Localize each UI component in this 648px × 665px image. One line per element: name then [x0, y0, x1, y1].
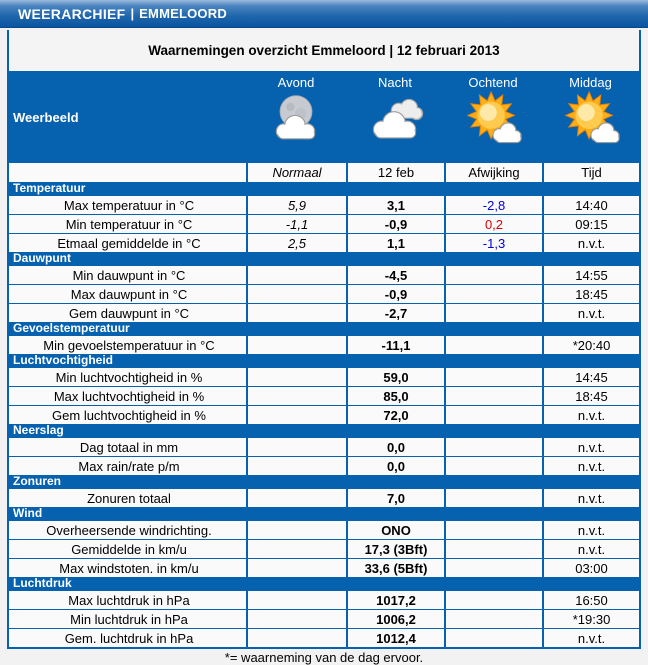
section-header: Zonuren	[9, 475, 639, 488]
table-row	[9, 195, 639, 214]
table-row	[9, 558, 639, 577]
table-row	[9, 437, 639, 456]
cell-tijd: 14:40	[542, 196, 639, 214]
column-header-middag: Middag	[569, 75, 612, 90]
brand-text: WEERARCHIEF	[18, 5, 126, 22]
weerbeeld-band	[9, 71, 639, 163]
cell-afwijking	[444, 489, 542, 507]
cell-tijd: n.v.t.	[542, 489, 639, 507]
sub-header-datum: 12 feb	[346, 163, 444, 182]
table-sections	[9, 182, 639, 647]
row-label: Max luchtdruk in hPa	[68, 592, 190, 608]
cell-waarde: ONO	[346, 521, 444, 539]
cell-waarde: 33,6 (5Bft)	[346, 559, 444, 577]
column-header-ochtend: Ochtend	[468, 75, 518, 90]
table-row	[9, 456, 639, 475]
cell-afwijking	[444, 559, 542, 577]
cell-waarde: 0,0	[346, 438, 444, 456]
row-label: Etmaal gemiddelde in °C	[57, 235, 201, 251]
table-row	[9, 520, 639, 539]
table-row	[9, 488, 639, 507]
cell-normaal	[246, 559, 346, 577]
cell-normaal: 5,9	[246, 196, 346, 214]
table-row	[9, 265, 639, 284]
cell-normaal	[246, 406, 346, 424]
cell-tijd: 18:45	[542, 387, 639, 405]
column-avond	[246, 71, 346, 163]
brand-separator: |	[130, 6, 135, 21]
row-label: Gem. luchtdruk in hPa	[64, 630, 194, 646]
sun-cloud-icon	[463, 91, 523, 151]
section-header: Wind	[9, 507, 639, 520]
cell-normaal: -1,1	[246, 215, 346, 233]
column-header-nacht: Nacht	[378, 75, 412, 90]
cell-tijd: n.v.t.	[542, 438, 639, 456]
cell-waarde: 1012,4	[346, 629, 444, 647]
cell-waarde: -11,1	[346, 336, 444, 354]
cell-tijd: n.v.t.	[542, 521, 639, 539]
cell-afwijking	[444, 438, 542, 456]
section-header: Gevoelstemperatuur	[9, 322, 639, 335]
table-row	[9, 609, 639, 628]
page-title: Waarnemingen overzicht Emmeloord | 12 februari 2013	[9, 30, 639, 71]
cell-afwijking	[444, 387, 542, 405]
cell-waarde: 85,0	[346, 387, 444, 405]
clouds-icon	[365, 91, 425, 151]
cell-afwijking	[444, 336, 542, 354]
cell-tijd: n.v.t.	[542, 540, 639, 558]
cell-tijd: *20:40	[542, 336, 639, 354]
cell-tijd: n.v.t.	[542, 629, 639, 647]
sub-header-afwijking: Afwijking	[444, 163, 542, 182]
section-header: Luchtdruk	[9, 577, 639, 590]
row-label: Min luchtvochtigheid in %	[55, 369, 203, 385]
cell-normaal	[246, 336, 346, 354]
cell-tijd: 09:15	[542, 215, 639, 233]
table-row	[9, 335, 639, 354]
cell-waarde: -0,9	[346, 285, 444, 303]
moon-cloud-icon	[266, 91, 326, 151]
cell-normaal: 2,5	[246, 234, 346, 252]
cell-normaal	[246, 285, 346, 303]
section-header: Dauwpunt	[9, 252, 639, 265]
section-header: Luchtvochtigheid	[9, 354, 639, 367]
cell-normaal	[246, 387, 346, 405]
row-label: Gem dauwpunt in °C	[68, 305, 190, 321]
cell-afwijking	[444, 629, 542, 647]
cell-afwijking	[444, 457, 542, 475]
sub-header-row	[9, 163, 639, 182]
cell-waarde: 0,0	[346, 457, 444, 475]
row-label: Zonuren totaal	[87, 490, 171, 506]
cell-tijd: *19:30	[542, 610, 639, 628]
location-text: EMMELOORD	[139, 6, 227, 21]
cell-normaal	[246, 521, 346, 539]
cell-afwijking	[444, 368, 542, 386]
table-row	[9, 590, 639, 609]
cell-normaal	[246, 266, 346, 284]
cell-tijd: n.v.t.	[542, 234, 639, 252]
row-label: Gem luchtvochtigheid in %	[52, 407, 206, 423]
column-middag	[542, 71, 639, 163]
cell-tijd: 14:55	[542, 266, 639, 284]
table-row	[9, 214, 639, 233]
cell-tijd: 03:00	[542, 559, 639, 577]
cell-waarde: 17,3 (3Bft)	[346, 540, 444, 558]
row-label: Max temperatuur in °C	[63, 197, 195, 213]
cell-waarde: 1017,2	[346, 591, 444, 609]
row-label: Min temperatuur in °C	[65, 216, 193, 232]
cell-normaal	[246, 629, 346, 647]
sub-header-tijd: Tijd	[542, 163, 639, 182]
cell-tijd: n.v.t.	[542, 457, 639, 475]
row-label: Dag totaal in mm	[79, 439, 179, 455]
section-header: Temperatuur	[9, 182, 639, 195]
cell-normaal	[246, 591, 346, 609]
row-label: Max rain/rate p/m	[78, 458, 180, 474]
cell-afwijking	[444, 266, 542, 284]
cell-afwijking	[444, 610, 542, 628]
row-label: Max windstoten. in km/u	[59, 560, 199, 576]
cell-tijd: n.v.t.	[542, 406, 639, 424]
row-label: Min dauwpunt in °C	[72, 267, 186, 283]
table-row	[9, 233, 639, 252]
cell-afwijking	[444, 285, 542, 303]
cell-afwijking	[444, 406, 542, 424]
cell-waarde: 3,1	[346, 196, 444, 214]
cell-normaal	[246, 540, 346, 558]
cell-waarde: 72,0	[346, 406, 444, 424]
cell-afwijking	[444, 591, 542, 609]
cell-normaal	[246, 438, 346, 456]
cell-normaal	[246, 457, 346, 475]
cell-tijd: 16:50	[542, 591, 639, 609]
cell-waarde: -0,9	[346, 215, 444, 233]
cell-waarde: 1006,2	[346, 610, 444, 628]
top-bar	[0, 0, 648, 28]
table-row	[9, 386, 639, 405]
sub-header-normaal: Normaal	[246, 163, 346, 182]
table-row	[9, 284, 639, 303]
weerbeeld-label: Weerbeeld	[13, 109, 79, 125]
row-label: Max dauwpunt in °C	[70, 286, 188, 302]
cell-waarde: -2,7	[346, 304, 444, 322]
cell-waarde: 1,1	[346, 234, 444, 252]
column-ochtend	[444, 71, 542, 163]
cell-afwijking	[444, 540, 542, 558]
column-nacht	[346, 71, 444, 163]
sun-cloud-icon	[561, 91, 621, 151]
cell-tijd: n.v.t.	[542, 304, 639, 322]
row-label: Max luchtvochtigheid in %	[53, 388, 205, 404]
table-row	[9, 628, 639, 647]
cell-normaal	[246, 368, 346, 386]
table-row	[9, 539, 639, 558]
cell-afwijking: 0,2	[444, 215, 542, 233]
cell-tijd: 18:45	[542, 285, 639, 303]
row-label: Gemiddelde in km/u	[71, 541, 187, 557]
cell-afwijking	[444, 521, 542, 539]
cell-tijd: 14:45	[542, 368, 639, 386]
section-header: Neerslag	[9, 424, 639, 437]
table-row	[9, 405, 639, 424]
cell-afwijking: -1,3	[444, 234, 542, 252]
table-row	[9, 367, 639, 386]
footnote: *= waarneming van de dag ervoor.	[224, 650, 424, 665]
cell-afwijking: -2,8	[444, 196, 542, 214]
column-header-avond: Avond	[277, 75, 315, 90]
row-label: Min gevoelstemperatuur in °C	[43, 337, 215, 353]
cell-normaal	[246, 489, 346, 507]
cell-waarde: -4,5	[346, 266, 444, 284]
row-label: Min luchtdruk in hPa	[70, 611, 188, 627]
weather-table	[7, 30, 641, 649]
cell-waarde: 59,0	[346, 368, 444, 386]
table-row	[9, 303, 639, 322]
row-label: Overheersende windrichting.	[46, 522, 212, 538]
cell-waarde: 7,0	[346, 489, 444, 507]
cell-normaal	[246, 304, 346, 322]
cell-afwijking	[444, 304, 542, 322]
cell-normaal	[246, 610, 346, 628]
sub-header-empty	[9, 163, 246, 182]
